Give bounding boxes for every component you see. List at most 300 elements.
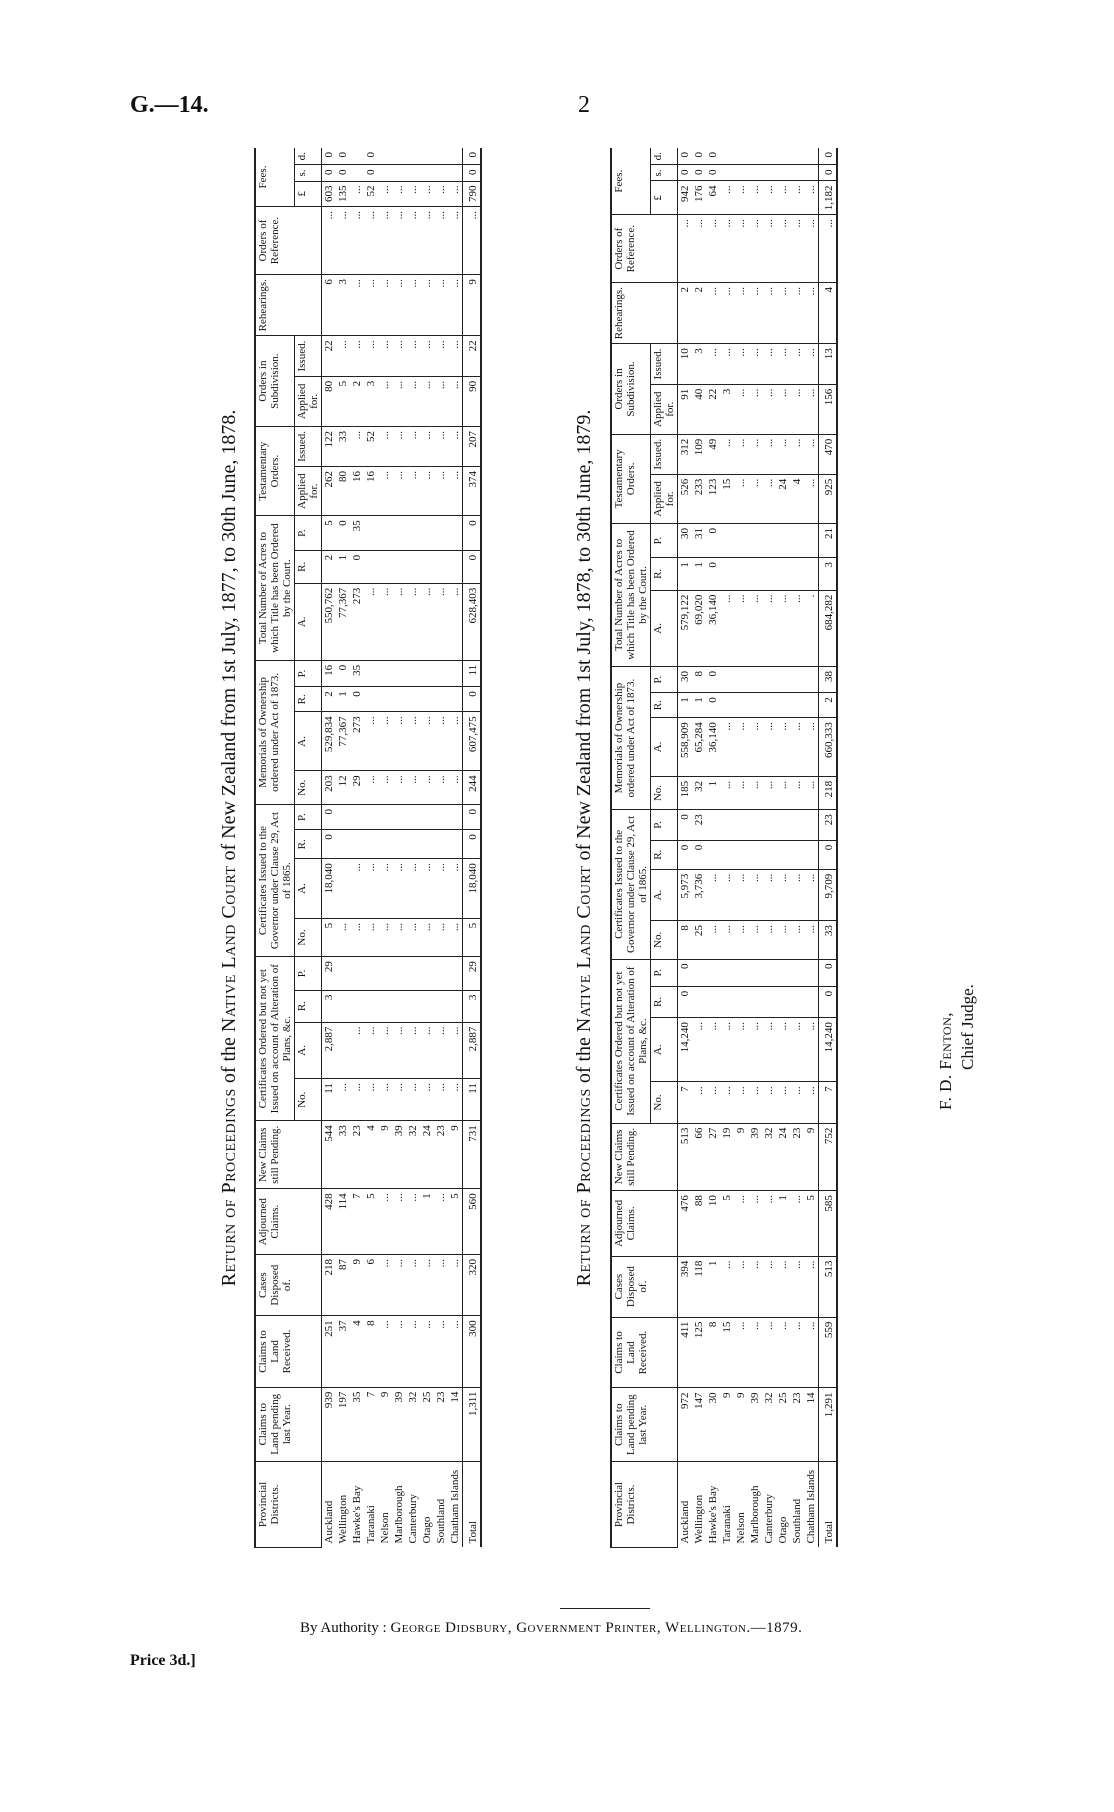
cell-cg-r <box>406 830 420 859</box>
cell-disposed: ... <box>378 1255 392 1316</box>
cell-new-pending: 23 <box>350 1121 364 1189</box>
unit-header-pound: £ <box>651 181 678 215</box>
cell-new-pending: 33 <box>336 1121 350 1189</box>
cell-new-pending: 39 <box>748 1123 762 1191</box>
cell-m-a: 273 <box>350 712 364 771</box>
column-header-fees: Fees. <box>611 148 651 215</box>
cell-cg-no: ... <box>350 918 364 956</box>
cell-reh: ... <box>790 283 804 344</box>
cell-co-p <box>336 957 350 990</box>
total-fee-s: 0 <box>463 165 482 181</box>
cell-m-a: ... <box>790 718 804 777</box>
cell-new-pending: 4 <box>364 1121 378 1189</box>
cell-fee-l: 603 <box>322 181 337 207</box>
cell-sub-iss: 10 <box>678 344 693 384</box>
cell-m-r <box>748 693 762 718</box>
cell-m-no: ... <box>720 776 734 809</box>
total-received: 300 <box>463 1316 482 1387</box>
cell-reh: ... <box>350 275 364 336</box>
table-row <box>378 148 392 1548</box>
district-name: Hawke's Bay <box>351 1485 363 1544</box>
cell-cg-no: ... <box>804 921 819 959</box>
cell-sub-iss: ... <box>762 344 776 384</box>
cell-te-iss: ... <box>406 426 420 466</box>
cell-co-a: ... <box>378 1022 392 1079</box>
cell-reh: ... <box>364 275 378 336</box>
cell-cg-no: ... <box>720 921 734 959</box>
cell-m-no: ... <box>434 771 448 805</box>
cell-pending: 39 <box>748 1388 762 1462</box>
cell-cg-p <box>706 810 720 840</box>
total-co-a: 14,240 <box>819 1018 838 1082</box>
column-header-adjourned: Adjourned Claims. <box>255 1189 322 1255</box>
cell-co-p <box>406 957 420 990</box>
cell-m-r: 1 <box>336 687 350 712</box>
cell-sub-app: ... <box>392 376 406 426</box>
cell-cg-a: ... <box>748 869 762 920</box>
cell-fee-d: 0 <box>706 148 720 165</box>
cell-fee-s <box>434 165 448 181</box>
cell-ref: ... <box>378 207 392 275</box>
cell-sub-app: ... <box>748 384 762 434</box>
district-name: Wellington <box>337 1494 349 1544</box>
cell-co-a: ... <box>350 1022 364 1079</box>
cell-cg-no: ... <box>434 918 448 956</box>
cell-fee-s <box>790 165 804 181</box>
cell-fee-s <box>776 165 790 181</box>
cell-te-iss: ... <box>378 426 392 466</box>
cell-t-r <box>790 558 804 591</box>
cell-cg-no: ... <box>420 918 434 956</box>
column-header-pending-last-year: Claims to Land pending last Year. <box>611 1388 678 1462</box>
cell-cg-a: ... <box>420 859 434 919</box>
cell-sub-app: 5 <box>336 376 350 426</box>
cell-fee-s <box>804 165 819 181</box>
total-fee-l: 1,182 <box>819 181 838 215</box>
cell-co-r <box>406 990 420 1022</box>
cell-co-r <box>364 990 378 1022</box>
cell-t-r <box>748 558 762 591</box>
unit-header-r: R. <box>295 990 322 1022</box>
cell-pending: 7 <box>364 1387 378 1461</box>
cell-co-p <box>748 959 762 986</box>
total-disposed: 513 <box>819 1256 838 1317</box>
cell-received: 4 <box>350 1316 364 1387</box>
cell-m-a: ... <box>776 718 790 777</box>
cell-sub-app: 80 <box>322 376 337 426</box>
cell-t-a: ... <box>434 583 448 660</box>
cell-m-no: ... <box>392 771 406 805</box>
column-header-cert-ordered: Certificates Ordered but not yet Issued on account of Alteration of Plans, &c. <box>611 959 651 1123</box>
cell-co-no: ... <box>734 1082 748 1123</box>
cell-t-r <box>420 550 434 583</box>
unit-header-pound: £ <box>295 181 322 207</box>
cell-te-iss: ... <box>776 434 790 474</box>
cell-sub-app: ... <box>420 376 434 426</box>
cell-sub-iss: ... <box>706 344 720 384</box>
cell-m-r <box>720 693 734 718</box>
cell-co-no: ... <box>420 1079 434 1121</box>
cell-adjourned: 428 <box>322 1189 337 1255</box>
cell-t-r <box>378 550 392 583</box>
column-header-testamentary: Testamentary Orders. <box>255 426 295 515</box>
cell-m-p <box>392 660 406 686</box>
cell-m-a: 65,284 <box>692 718 706 777</box>
cell-received: ... <box>734 1317 748 1388</box>
cell-t-p <box>720 523 734 557</box>
cell-fee-l: 942 <box>678 181 693 215</box>
district-name: Hawke's Bay <box>707 1485 719 1544</box>
cell-fee-s <box>748 165 762 181</box>
cell-received: ... <box>434 1316 448 1387</box>
total-te-iss: 207 <box>463 426 482 466</box>
title-prefix: Return of Proceedings <box>573 1088 595 1287</box>
cell-sub-app: 91 <box>678 384 693 434</box>
cell-m-r: 1 <box>692 693 706 718</box>
price: Price 3d.] <box>130 1652 196 1669</box>
cell-fee-s: 0 <box>336 165 350 181</box>
cell-t-p: 35 <box>350 516 364 550</box>
cell-disposed: ... <box>790 1256 804 1317</box>
cell-reh: ... <box>706 283 720 344</box>
cell-m-r: 1 <box>678 693 693 718</box>
cell-cg-no: ... <box>392 918 406 956</box>
cell-sub-app: 3 <box>720 384 734 434</box>
cell-cg-r <box>336 830 350 859</box>
cell-cg-r: 0 <box>678 840 693 869</box>
cell-fee-s <box>762 165 776 181</box>
unit-header-no: No. <box>651 921 678 959</box>
total-t-r: 3 <box>819 558 838 591</box>
district-name: Taranaki <box>721 1505 733 1544</box>
cell-pending: 14 <box>448 1387 463 1461</box>
cell-t-a: ... <box>734 590 748 666</box>
cell-pending: 25 <box>776 1388 790 1462</box>
cell-te-app: 15 <box>720 474 734 523</box>
cell-t-r <box>804 558 819 591</box>
cell-cg-no: ... <box>378 918 392 956</box>
unit-header-no: No. <box>295 771 322 805</box>
cell-m-no: ... <box>776 776 790 809</box>
cell-cg-r <box>734 840 748 869</box>
cell-m-a: ... <box>420 712 434 771</box>
cell-te-app: ... <box>420 466 434 515</box>
cell-cg-r <box>776 840 790 869</box>
cell-pending: 197 <box>336 1387 350 1461</box>
cell-t-a: 273 <box>350 583 364 660</box>
cell-new-pending: 9 <box>734 1123 748 1191</box>
cell-fee-d <box>762 148 776 165</box>
cell-m-a: 36,140 <box>706 718 720 777</box>
cell-m-a: ... <box>762 718 776 777</box>
cell-disposed: 1 <box>706 1256 720 1317</box>
cell-pending: 35 <box>350 1387 364 1461</box>
cell-ref: ... <box>448 207 463 275</box>
cell-new-pending: 32 <box>762 1123 776 1191</box>
cell-sub-iss: ... <box>734 344 748 384</box>
cell-disposed: 218 <box>322 1255 337 1316</box>
total-fee-d: 0 <box>463 148 482 165</box>
cell-m-r <box>790 693 804 718</box>
unit-header-p: P. <box>295 516 322 550</box>
cell-cg-no: ... <box>336 918 350 956</box>
cell-m-p <box>406 660 420 686</box>
cell-m-a: ... <box>748 718 762 777</box>
cell-fee-s <box>350 165 364 181</box>
cell-m-r <box>378 687 392 712</box>
cell-cg-no: 8 <box>678 921 693 959</box>
cell-sub-iss: ... <box>434 336 448 377</box>
cell-t-a: ... <box>378 583 392 660</box>
cell-reh: ... <box>776 283 790 344</box>
cell-pending: 972 <box>678 1388 693 1462</box>
cell-reh: ... <box>748 283 762 344</box>
cell-fee-l: ... <box>762 181 776 215</box>
cell-m-p: 8 <box>692 667 706 693</box>
total-co-r: 0 <box>819 986 838 1017</box>
table-row <box>734 148 748 1548</box>
cell-cg-p <box>420 804 434 829</box>
column-header-reference: Orders of Reference. <box>611 215 678 283</box>
total-co-r: 3 <box>463 990 482 1022</box>
cell-co-p <box>692 959 706 986</box>
cell-fee-l: ... <box>720 181 734 215</box>
cell-m-no: ... <box>748 776 762 809</box>
cell-m-no: ... <box>734 776 748 809</box>
cell-t-p: 31 <box>692 523 706 557</box>
district-name: Canterbury <box>407 1494 419 1544</box>
total-cg-r: 0 <box>819 840 838 869</box>
table-row <box>336 148 350 1548</box>
cell-m-no: ... <box>420 771 434 805</box>
cell-received: 8 <box>706 1317 720 1388</box>
unit-header-r: R. <box>651 986 678 1017</box>
cell-te-app: ... <box>434 466 448 515</box>
cell-cg-p <box>762 810 776 840</box>
cell-t-r <box>392 550 406 583</box>
cell-disposed: ... <box>720 1256 734 1317</box>
cell-t-a: ... <box>748 590 762 666</box>
cell-pending: 23 <box>434 1387 448 1461</box>
cell-t-p: 0 <box>706 523 720 557</box>
table-row <box>678 148 693 1548</box>
cell-m-a: ... <box>434 712 448 771</box>
cell-cg-p <box>364 804 378 829</box>
cell-fee-l: ... <box>406 181 420 207</box>
total-row <box>819 148 838 1548</box>
cell-t-r <box>734 558 748 591</box>
unit-header-applied-for: Applied for. <box>295 466 322 515</box>
cell-m-p <box>378 660 392 686</box>
total-fee-s: 0 <box>819 165 838 181</box>
cell-m-r <box>804 693 819 718</box>
cell-t-a: ... <box>762 590 776 666</box>
title-suffix: of New Zealand from 1st July, 1878, to 30th June, 1879. <box>573 409 595 861</box>
cell-cg-p <box>392 804 406 829</box>
district-name: Chatham Islands <box>449 1469 461 1544</box>
unit-header-a: A. <box>651 590 678 666</box>
cell-received: ... <box>762 1317 776 1388</box>
cell-co-a: ... <box>434 1022 448 1079</box>
cell-m-no: ... <box>406 771 420 805</box>
cell-sub-iss: 3 <box>692 344 706 384</box>
cell-co-r <box>392 990 406 1022</box>
cell-m-no: ... <box>364 771 378 805</box>
cell-received: 15 <box>720 1317 734 1388</box>
unit-header-p: P. <box>295 957 322 990</box>
cell-co-p <box>762 959 776 986</box>
cell-disposed: 6 <box>364 1255 378 1316</box>
cell-pending: 32 <box>762 1388 776 1462</box>
cell-received: ... <box>790 1317 804 1388</box>
table-row <box>720 148 734 1548</box>
cell-pending: 9 <box>378 1387 392 1461</box>
column-header-subdivision: Orders in Subdivision. <box>255 336 295 427</box>
cell-co-no: ... <box>692 1082 706 1123</box>
cell-m-p <box>804 667 819 693</box>
cell-co-a: ... <box>364 1022 378 1079</box>
cell-co-no: ... <box>406 1079 420 1121</box>
cell-reh: ... <box>448 275 463 336</box>
column-header-received: Claims to Land Received. <box>611 1317 678 1388</box>
cell-adjourned: 7 <box>350 1189 364 1255</box>
cell-t-r: 2 <box>322 550 337 583</box>
cell-te-iss: 33 <box>336 426 350 466</box>
column-header-total-acres: Total Number of Acres to which Title has been Ordered by the Court. <box>255 516 295 661</box>
cell-new-pending: 9 <box>448 1121 463 1189</box>
title-mid: of the <box>218 1037 240 1084</box>
cell-t-p <box>762 523 776 557</box>
total-fee-l: 790 <box>463 181 482 207</box>
cell-ref: ... <box>420 207 434 275</box>
cell-cg-a: ... <box>364 859 378 919</box>
cell-t-p: 0 <box>336 516 350 550</box>
cell-t-p <box>734 523 748 557</box>
total-ref: ... <box>819 215 838 283</box>
cell-te-app: 4 <box>790 474 804 523</box>
cell-cg-a: ... <box>448 859 463 919</box>
total-row <box>463 148 482 1548</box>
unit-header-r: R. <box>295 830 322 859</box>
cell-t-a: ... <box>420 583 434 660</box>
cell-adjourned: 5 <box>364 1189 378 1255</box>
cell-m-r <box>448 687 463 712</box>
cell-disposed: ... <box>762 1256 776 1317</box>
cell-te-app: ... <box>448 466 463 515</box>
cell-sub-app: 3 <box>364 376 378 426</box>
cell-co-no: ... <box>448 1079 463 1121</box>
cell-new-pending: 9 <box>378 1121 392 1189</box>
column-header-received: Claims to Land Received. <box>255 1316 322 1387</box>
cell-te-app: 24 <box>776 474 790 523</box>
cell-cg-p: 23 <box>692 810 706 840</box>
cell-te-app: ... <box>734 474 748 523</box>
cell-te-app: ... <box>804 474 819 523</box>
cell-adjourned: ... <box>762 1191 776 1256</box>
cell-cg-p <box>776 810 790 840</box>
cell-t-r <box>762 558 776 591</box>
district-name: Nelson <box>379 1512 391 1544</box>
total-te-app: 925 <box>819 474 838 523</box>
unit-header-applied-for: Applied for. <box>295 376 322 426</box>
cell-cg-p <box>378 804 392 829</box>
cell-adjourned: 5 <box>804 1191 819 1256</box>
cell-co-r: 0 <box>678 986 693 1017</box>
cell-sub-iss: 22 <box>322 336 337 377</box>
cell-disposed: ... <box>776 1256 790 1317</box>
total-reh: 9 <box>463 275 482 336</box>
cell-pending: 23 <box>790 1388 804 1462</box>
unit-header-p: P. <box>651 667 678 693</box>
unit-header-r: R. <box>295 550 322 583</box>
cell-co-a: ... <box>776 1018 790 1082</box>
cell-cg-r <box>392 830 406 859</box>
total-sub-app: 156 <box>819 384 838 434</box>
cell-sub-app: ... <box>378 376 392 426</box>
cell-fee-d <box>420 148 434 165</box>
cell-adjourned: 5 <box>448 1189 463 1255</box>
cell-new-pending: 39 <box>392 1121 406 1189</box>
signature-block <box>935 780 995 1110</box>
cell-co-r <box>762 986 776 1017</box>
cell-te-iss: ... <box>748 434 762 474</box>
table-row <box>804 148 819 1548</box>
unit-header-applied-for: Applied for. <box>651 474 678 523</box>
cell-fee-d: 0 <box>322 148 337 165</box>
cell-fee-d <box>434 148 448 165</box>
total-sub-iss: 13 <box>819 344 838 384</box>
cell-cg-no: ... <box>776 921 790 959</box>
cell-t-a: ... <box>448 583 463 660</box>
cell-ref: ... <box>350 207 364 275</box>
total-co-no: 11 <box>463 1079 482 1121</box>
column-header-cert-ordered: Certificates Ordered but not yet Issued on account of Alteration of Plans, &c. <box>255 957 295 1121</box>
cell-adjourned: ... <box>434 1189 448 1255</box>
cell-m-no: 32 <box>692 776 706 809</box>
total-cg-p: 0 <box>463 804 482 829</box>
total-co-a: 2,887 <box>463 1022 482 1079</box>
district-name: Otago <box>421 1516 433 1544</box>
total-disposed: 320 <box>463 1255 482 1316</box>
cell-fee-l: 64 <box>706 181 720 215</box>
cell-m-r: 0 <box>350 687 364 712</box>
cell-co-r <box>350 990 364 1022</box>
cell-t-a: ... <box>790 590 804 666</box>
unit-header-r: R. <box>651 693 678 718</box>
cell-te-iss: 52 <box>364 426 378 466</box>
cell-m-p: 0 <box>706 667 720 693</box>
cell-fee-d <box>748 148 762 165</box>
cell-co-r <box>448 990 463 1022</box>
cell-te-app: ... <box>392 466 406 515</box>
cell-reh: ... <box>392 275 406 336</box>
district-name: Auckland <box>323 1500 335 1544</box>
column-header-reference: Orders of Reference. <box>255 207 322 275</box>
column-header-district: Provincial Districts. <box>255 1461 322 1547</box>
cell-co-p <box>420 957 434 990</box>
cell-cg-p <box>748 810 762 840</box>
cell-cg-r: 0 <box>692 840 706 869</box>
cell-reh: 3 <box>336 275 350 336</box>
cell-m-a: ... <box>804 718 819 777</box>
cell-te-app: 233 <box>692 474 706 523</box>
cell-fee-d <box>448 148 463 165</box>
cell-co-a: ... <box>406 1022 420 1079</box>
cell-fee-s: 0 <box>692 165 706 181</box>
cell-fee-l: ... <box>350 181 364 207</box>
cell-te-app: ... <box>762 474 776 523</box>
cell-co-no: 7 <box>678 1082 693 1123</box>
